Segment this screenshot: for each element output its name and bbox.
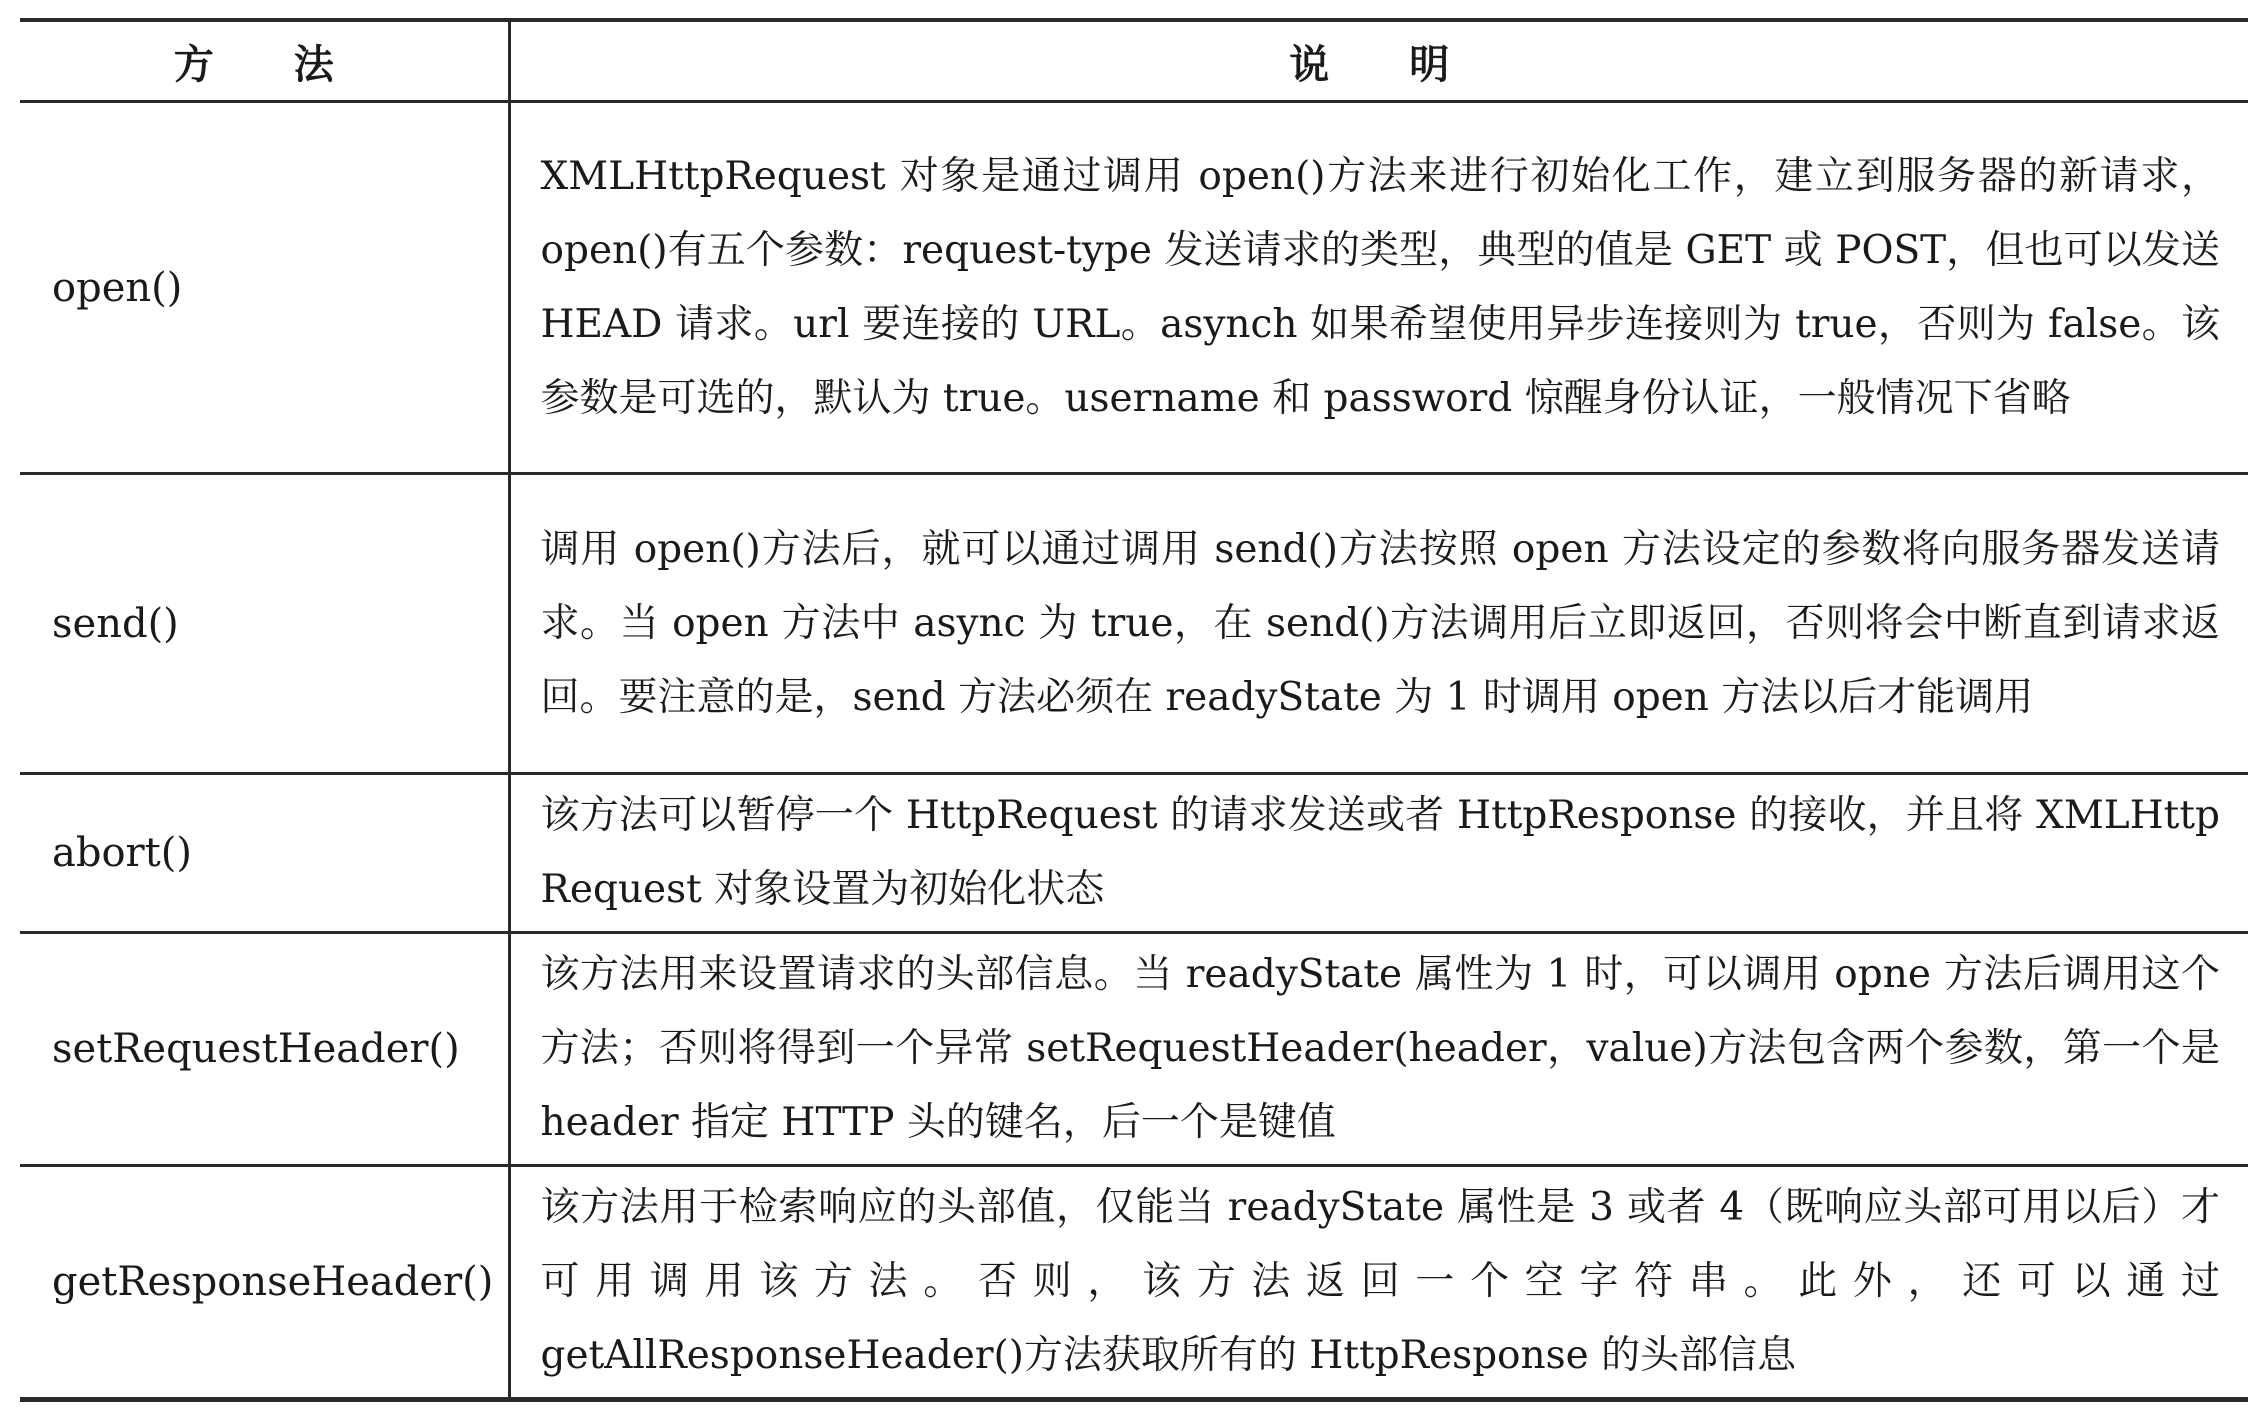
table-row: [20, 933, 2248, 1166]
methods-table-container: [20, 18, 2248, 1402]
method-description: 该方法用于检索响应的头部值，仅能当 readyState 属性是 3 或者 4（既响应头部可用以后）才可用调用该方法。否则，该方法返回一个空字符串。此外，还可以通过 getAllResponseHeader()方法获取所有的 HttpResponse 的头部信息: [509, 1166, 2248, 1400]
method-description: XMLHttpRequest 对象是通过调用 open()方法来进行初始化工作，建立到服务器的新请求，open()有五个参数：request-type 发送请求的类型，典型的值是 GET 或 POST，但也可以发送 HEAD 请求。url 要连接的 URL。asynch 如果希望使用异步连接则为 true，否则为 false。该参数是可选的，默认为 true。username 和 password 惊醒身份认证，一般情况下省略: [509, 102, 2248, 474]
method-description: 该方法用来设置请求的头部信息。当 readyState 属性为 1 时，可以调用 opne 方法后调用这个方法；否则将得到一个异常 setRequestHeader(header，value)方法包含两个参数，第一个是 header 指定 HTTP 头的键名，后一个是键值: [509, 933, 2248, 1166]
table-row: [20, 774, 2248, 933]
table-header-row: [20, 20, 2248, 102]
xmlhttprequest-methods-table: [20, 18, 2248, 1402]
method-name: send(): [52, 600, 179, 647]
method-description: 调用 open()方法后，就可以通过调用 send()方法按照 open 方法设定的参数将向服务器发送请求。当 open 方法中 async 为 true，在 send()方法调用后立即返回，否则将会中断直到请求返回。要注意的是，send 方法必须在 readyState 为 1 时调用 open 方法以后才能调用: [509, 474, 2248, 774]
method-description: 该方法可以暂停一个 HttpRequest 的请求发送或者 HttpResponse 的接收，并且将 XMLHttp Request 对象设置为初始化状态: [509, 774, 2248, 933]
header-description: 说 明: [509, 20, 2248, 102]
method-name: open(): [52, 264, 183, 311]
method-name: getResponseHeader(): [52, 1259, 494, 1305]
table-row: [20, 102, 2248, 474]
table-row: [20, 1166, 2248, 1400]
method-name: setRequestHeader(): [52, 1026, 460, 1072]
header-method: 方 法: [173, 41, 354, 88]
table-row: [20, 474, 2248, 774]
method-name: abort(): [52, 830, 192, 876]
